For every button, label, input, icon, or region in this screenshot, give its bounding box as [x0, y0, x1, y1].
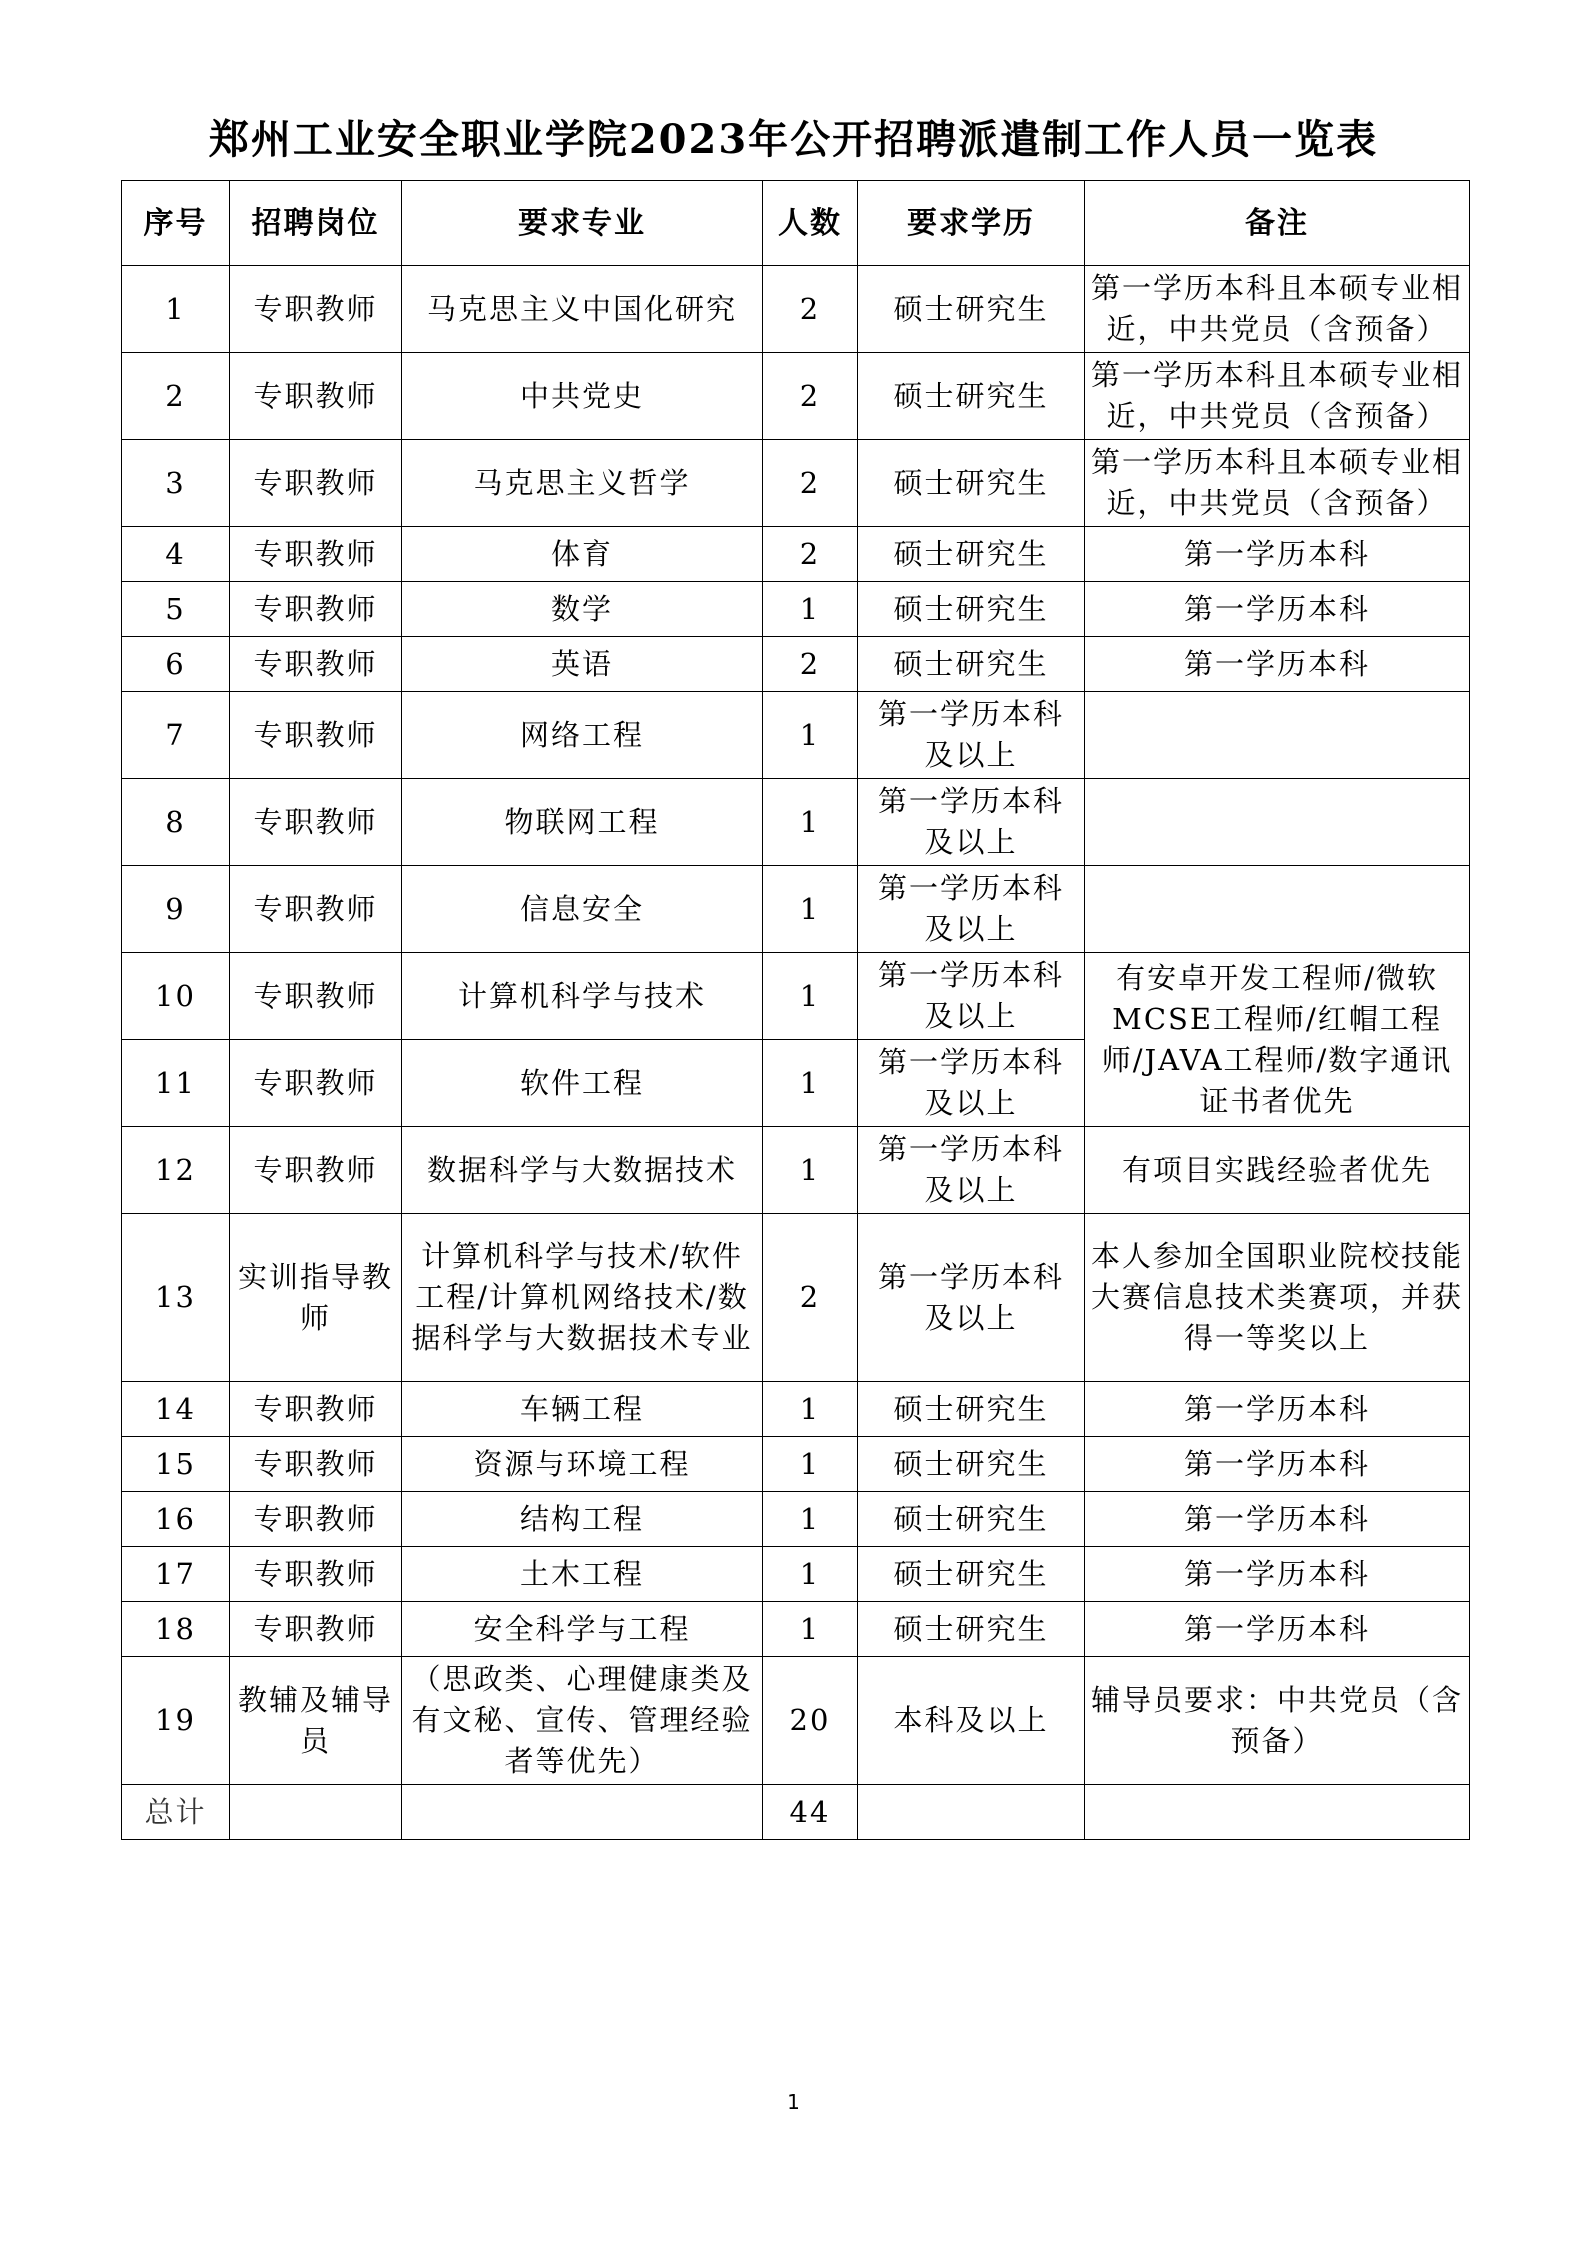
cell-major: 数据科学与大数据技术	[402, 1127, 763, 1214]
header-serial-no: 序号	[122, 181, 230, 266]
cell-major: 计算机科学与技术	[402, 953, 763, 1040]
cell-position: 专职教师	[230, 1602, 402, 1657]
cell-major: 数学	[402, 582, 763, 637]
cell-education: 第一学历本科及以上	[858, 953, 1085, 1040]
cell-education: 第一学历本科及以上	[858, 1040, 1085, 1127]
cell-position: 专职教师	[230, 266, 402, 353]
header-count: 人数	[763, 181, 858, 266]
cell-serial-no: 4	[122, 527, 230, 582]
cell-position: 教辅及辅导员	[230, 1657, 402, 1785]
cell-count: 2	[763, 266, 858, 353]
cell-count: 1	[763, 1382, 858, 1437]
cell-education: 硕士研究生	[858, 582, 1085, 637]
table-row	[122, 953, 1470, 1040]
cell-education: 本科及以上	[858, 1657, 1085, 1785]
table-row	[122, 266, 1470, 353]
cell-serial-no: 1	[122, 266, 230, 353]
cell-remarks: 第一学历本科且本硕专业相近，中共党员（含预备）	[1085, 266, 1470, 353]
total-empty-cell	[402, 1785, 763, 1840]
cell-education: 第一学历本科及以上	[858, 779, 1085, 866]
cell-education: 硕士研究生	[858, 1437, 1085, 1492]
table-row	[122, 1492, 1470, 1547]
cell-position: 专职教师	[230, 866, 402, 953]
cell-position: 专职教师	[230, 692, 402, 779]
header-major: 要求专业	[402, 181, 763, 266]
table-row	[122, 637, 1470, 692]
table-row	[122, 582, 1470, 637]
cell-education: 第一学历本科及以上	[858, 866, 1085, 953]
table-row	[122, 779, 1470, 866]
cell-position: 专职教师	[230, 1127, 402, 1214]
cell-serial-no: 10	[122, 953, 230, 1040]
cell-position: 专职教师	[230, 440, 402, 527]
table-row	[122, 866, 1470, 953]
cell-position: 专职教师	[230, 353, 402, 440]
cell-education: 硕士研究生	[858, 440, 1085, 527]
cell-count: 1	[763, 1437, 858, 1492]
cell-education: 硕士研究生	[858, 1382, 1085, 1437]
header-remarks: 备注	[1085, 181, 1470, 266]
table-row	[122, 1547, 1470, 1602]
table-row	[122, 1437, 1470, 1492]
cell-remarks: 第一学历本科	[1085, 1602, 1470, 1657]
cell-major: 中共党史	[402, 353, 763, 440]
page-number: 1	[787, 2090, 800, 2114]
cell-position: 专职教师	[230, 637, 402, 692]
cell-remarks: 有项目实践经验者优先	[1085, 1127, 1470, 1214]
table-row	[122, 1214, 1470, 1382]
total-count: 44	[763, 1785, 858, 1840]
table-body	[122, 266, 1470, 1785]
cell-major: （思政类、心理健康类及有文秘、宣传、管理经验者等优先）	[402, 1657, 763, 1785]
cell-major: 体育	[402, 527, 763, 582]
cell-remarks: 第一学历本科且本硕专业相近，中共党员（含预备）	[1085, 353, 1470, 440]
cell-count: 2	[763, 353, 858, 440]
cell-count: 1	[763, 1127, 858, 1214]
cell-serial-no: 7	[122, 692, 230, 779]
cell-major: 信息安全	[402, 866, 763, 953]
cell-serial-no: 18	[122, 1602, 230, 1657]
table-row	[122, 440, 1470, 527]
cell-remarks: 第一学历本科	[1085, 582, 1470, 637]
cell-count: 2	[763, 527, 858, 582]
cell-count: 1	[763, 779, 858, 866]
cell-position: 专职教师	[230, 527, 402, 582]
cell-education: 硕士研究生	[858, 353, 1085, 440]
cell-position: 实训指导教师	[230, 1214, 402, 1382]
cell-education: 硕士研究生	[858, 527, 1085, 582]
cell-position: 专职教师	[230, 582, 402, 637]
cell-position: 专职教师	[230, 1547, 402, 1602]
table-row	[122, 692, 1470, 779]
cell-remarks	[1085, 779, 1470, 866]
cell-major: 马克思主义中国化研究	[402, 266, 763, 353]
cell-serial-no: 15	[122, 1437, 230, 1492]
cell-major: 马克思主义哲学	[402, 440, 763, 527]
cell-serial-no: 16	[122, 1492, 230, 1547]
header-education: 要求学历	[858, 181, 1085, 266]
header-position: 招聘岗位	[230, 181, 402, 266]
cell-serial-no: 17	[122, 1547, 230, 1602]
cell-remarks: 第一学历本科	[1085, 527, 1470, 582]
cell-major: 安全科学与工程	[402, 1602, 763, 1657]
cell-education: 硕士研究生	[858, 1492, 1085, 1547]
table-row	[122, 527, 1470, 582]
cell-serial-no: 11	[122, 1040, 230, 1127]
cell-position: 专职教师	[230, 1040, 402, 1127]
table-row	[122, 1127, 1470, 1214]
cell-serial-no: 9	[122, 866, 230, 953]
table-row	[122, 1657, 1470, 1785]
table-row	[122, 1602, 1470, 1657]
total-empty-cell	[1085, 1785, 1470, 1840]
cell-serial-no: 5	[122, 582, 230, 637]
cell-serial-no: 6	[122, 637, 230, 692]
cell-count: 2	[763, 440, 858, 527]
cell-education: 第一学历本科及以上	[858, 692, 1085, 779]
cell-count: 1	[763, 582, 858, 637]
cell-serial-no: 13	[122, 1214, 230, 1382]
cell-count: 1	[763, 1547, 858, 1602]
cell-major: 物联网工程	[402, 779, 763, 866]
cell-count: 1	[763, 1602, 858, 1657]
cell-remarks: 第一学历本科	[1085, 1382, 1470, 1437]
cell-serial-no: 3	[122, 440, 230, 527]
cell-education: 第一学历本科及以上	[858, 1127, 1085, 1214]
cell-education: 硕士研究生	[858, 266, 1085, 353]
cell-major: 结构工程	[402, 1492, 763, 1547]
cell-remarks: 第一学历本科	[1085, 1437, 1470, 1492]
cell-remarks: 第一学历本科	[1085, 1492, 1470, 1547]
table-header-row	[122, 181, 1470, 266]
cell-serial-no: 8	[122, 779, 230, 866]
cell-serial-no: 2	[122, 353, 230, 440]
cell-major: 车辆工程	[402, 1382, 763, 1437]
cell-remarks: 有安卓开发工程师/微软MCSE工程师/红帽工程师/JAVA工程师/数字通讯证书者优先	[1085, 953, 1470, 1127]
cell-count: 1	[763, 1040, 858, 1127]
cell-education: 硕士研究生	[858, 1602, 1085, 1657]
cell-remarks	[1085, 692, 1470, 779]
cell-major: 软件工程	[402, 1040, 763, 1127]
cell-remarks: 本人参加全国职业院校技能大赛信息技术类赛项，并获得一等奖以上	[1085, 1214, 1470, 1382]
cell-position: 专职教师	[230, 1437, 402, 1492]
cell-serial-no: 19	[122, 1657, 230, 1785]
cell-count: 1	[763, 1492, 858, 1547]
cell-position: 专职教师	[230, 953, 402, 1040]
cell-education: 硕士研究生	[858, 1547, 1085, 1602]
cell-position: 专职教师	[230, 779, 402, 866]
cell-count: 1	[763, 953, 858, 1040]
total-row	[122, 1785, 1470, 1840]
cell-count: 2	[763, 1214, 858, 1382]
cell-major: 网络工程	[402, 692, 763, 779]
cell-position: 专职教师	[230, 1382, 402, 1437]
cell-count: 1	[763, 866, 858, 953]
cell-major: 计算机科学与技术/软件工程/计算机网络技术/数据科学与大数据技术专业	[402, 1214, 763, 1382]
cell-remarks: 第一学历本科	[1085, 1547, 1470, 1602]
cell-remarks	[1085, 866, 1470, 953]
total-label: 总计	[122, 1785, 230, 1840]
cell-remarks: 辅导员要求：中共党员（含预备）	[1085, 1657, 1470, 1785]
page-title: 郑州工业安全职业学院2023年公开招聘派遣制工作人员一览表	[208, 116, 1379, 163]
cell-major: 资源与环境工程	[402, 1437, 763, 1492]
recruitment-table	[121, 180, 1470, 1840]
cell-serial-no: 14	[122, 1382, 230, 1437]
cell-education: 硕士研究生	[858, 637, 1085, 692]
cell-remarks: 第一学历本科且本硕专业相近，中共党员（含预备）	[1085, 440, 1470, 527]
table-row	[122, 1382, 1470, 1437]
cell-count: 2	[763, 637, 858, 692]
cell-serial-no: 12	[122, 1127, 230, 1214]
total-empty-cell	[230, 1785, 402, 1840]
cell-education: 第一学历本科及以上	[858, 1214, 1085, 1382]
cell-position: 专职教师	[230, 1492, 402, 1547]
total-empty-cell	[858, 1785, 1085, 1840]
cell-major: 土木工程	[402, 1547, 763, 1602]
cell-major: 英语	[402, 637, 763, 692]
table-row	[122, 353, 1470, 440]
cell-count: 20	[763, 1657, 858, 1785]
cell-remarks: 第一学历本科	[1085, 637, 1470, 692]
cell-count: 1	[763, 692, 858, 779]
